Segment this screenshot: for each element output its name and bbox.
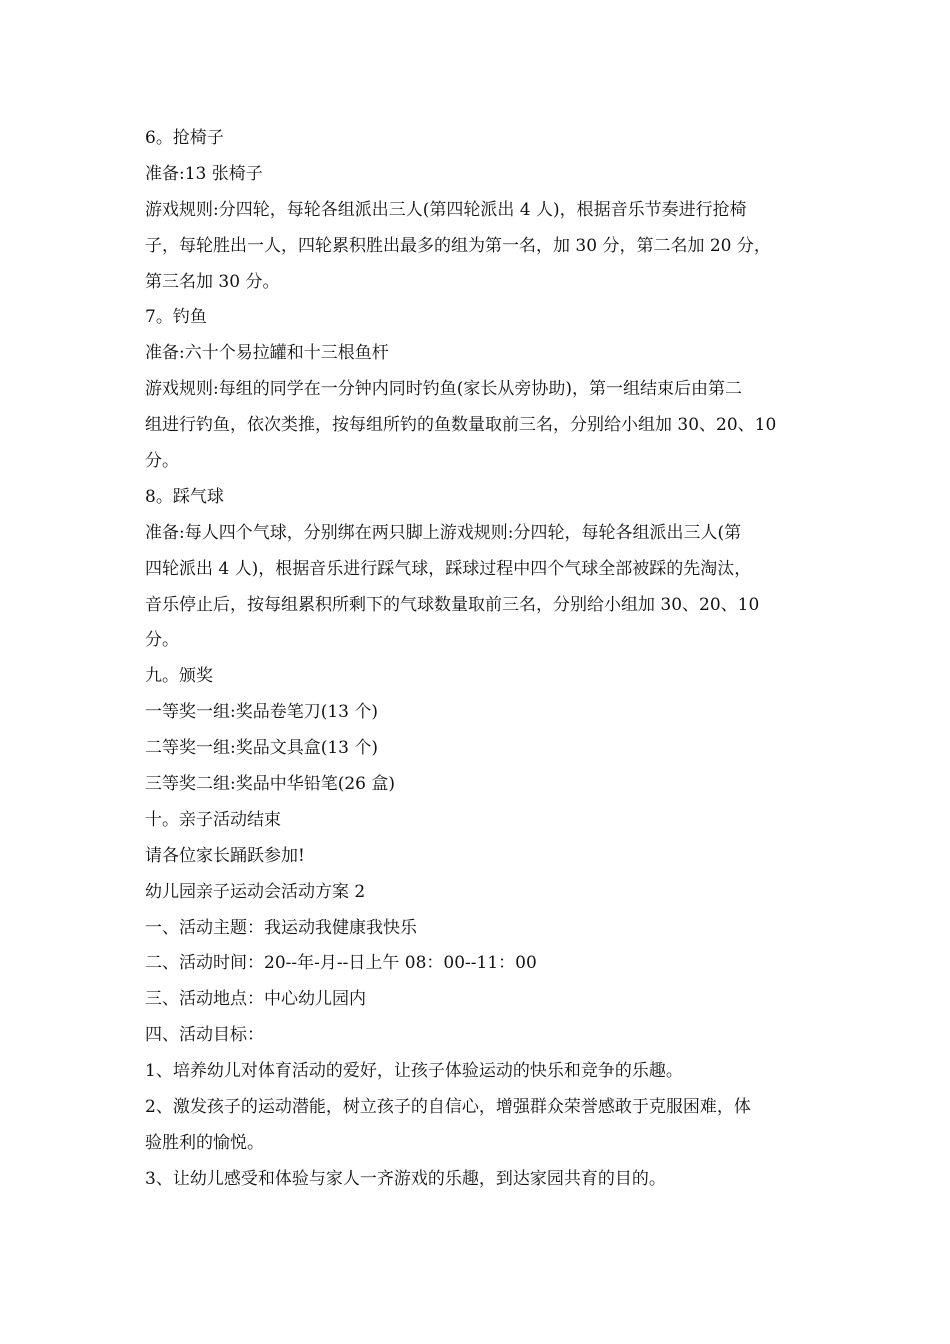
text-line: 游戏规则:每组的同学在一分钟内同时钓鱼(家长从旁协助)，第一组结束后由第二 [145, 379, 742, 400]
text-line: 九。颁奖 [145, 666, 213, 687]
text-line: 8。踩气球 [145, 486, 224, 507]
text-line: 二、活动时间：20--年-月--日上午 08：00--11：00 [145, 953, 537, 974]
document-page [145, 121, 813, 1198]
text-line: 3、让幼儿感受和体验与家人一齐游戏的乐趣，到达家园共育的目的。 [145, 1168, 666, 1189]
text-line: 7。钓鱼 [145, 307, 207, 328]
text-line: 验胜利的愉悦。 [145, 1132, 264, 1153]
text-line: 准备:六十个易拉罐和十三根鱼杆 [145, 343, 389, 364]
text-line: 2、激发孩子的运动潜能，树立孩子的自信心，增强群众荣誉感敢于克服困难，体 [145, 1097, 751, 1118]
text-line: 组进行钓鱼，依次类推，按每组所钓的鱼数量取前三名，分别给小组加 30、20、10 [145, 415, 777, 436]
text-line: 请各位家长踊跃参加! [145, 845, 305, 866]
text-line: 游戏规则:分四轮，每轮各组派出三人(第四轮派出 4 人)，根据音乐节奏进行抢椅 [145, 199, 747, 220]
text-line: 三等奖二组:奖品中华铅笔(26 盒) [145, 774, 396, 795]
text-line: 子，每轮胜出一人，四轮累积胜出最多的组为第一名，加 30 分，第二名加 20 分， [145, 235, 771, 256]
text-line: 幼儿园亲子运动会活动方案 2 [145, 881, 366, 902]
text-line: 6。抢椅子 [145, 128, 224, 148]
text-line: 分。 [145, 451, 179, 472]
text-line: 准备:每人四个气球，分别绑在两只脚上游戏规则:分四轮，每轮各组派出三人(第 [145, 522, 742, 543]
text-line: 1、培养幼儿对体育活动的爱好，让孩子体验运动的快乐和竞争的乐趣。 [145, 1061, 683, 1082]
text-line: 四轮派出 4 人)，根据音乐进行踩气球，踩球过程中四个气球全部被踩的先淘汰， [145, 558, 752, 579]
text-line: 分。 [145, 630, 179, 651]
text-line: 十。亲子活动结束 [145, 809, 281, 830]
text-line: 准备:13 张椅子 [145, 163, 263, 184]
text-line: 一、活动主题：我运动我健康我快乐 [145, 917, 417, 938]
text-line: 三、活动地点：中心幼儿园内 [145, 989, 366, 1010]
text-line: 二等奖一组:奖品文具盒(13 个) [145, 738, 379, 759]
text-line: 四、活动目标： [145, 1025, 264, 1046]
text-line: 第三名加 30 分。 [145, 271, 280, 292]
text-line: 一等奖一组:奖品卷笔刀(13 个) [145, 702, 379, 723]
text-line: 音乐停止后，按每组累积所剩下的气球数量取前三名，分别给小组加 30、20、10 [145, 594, 760, 615]
